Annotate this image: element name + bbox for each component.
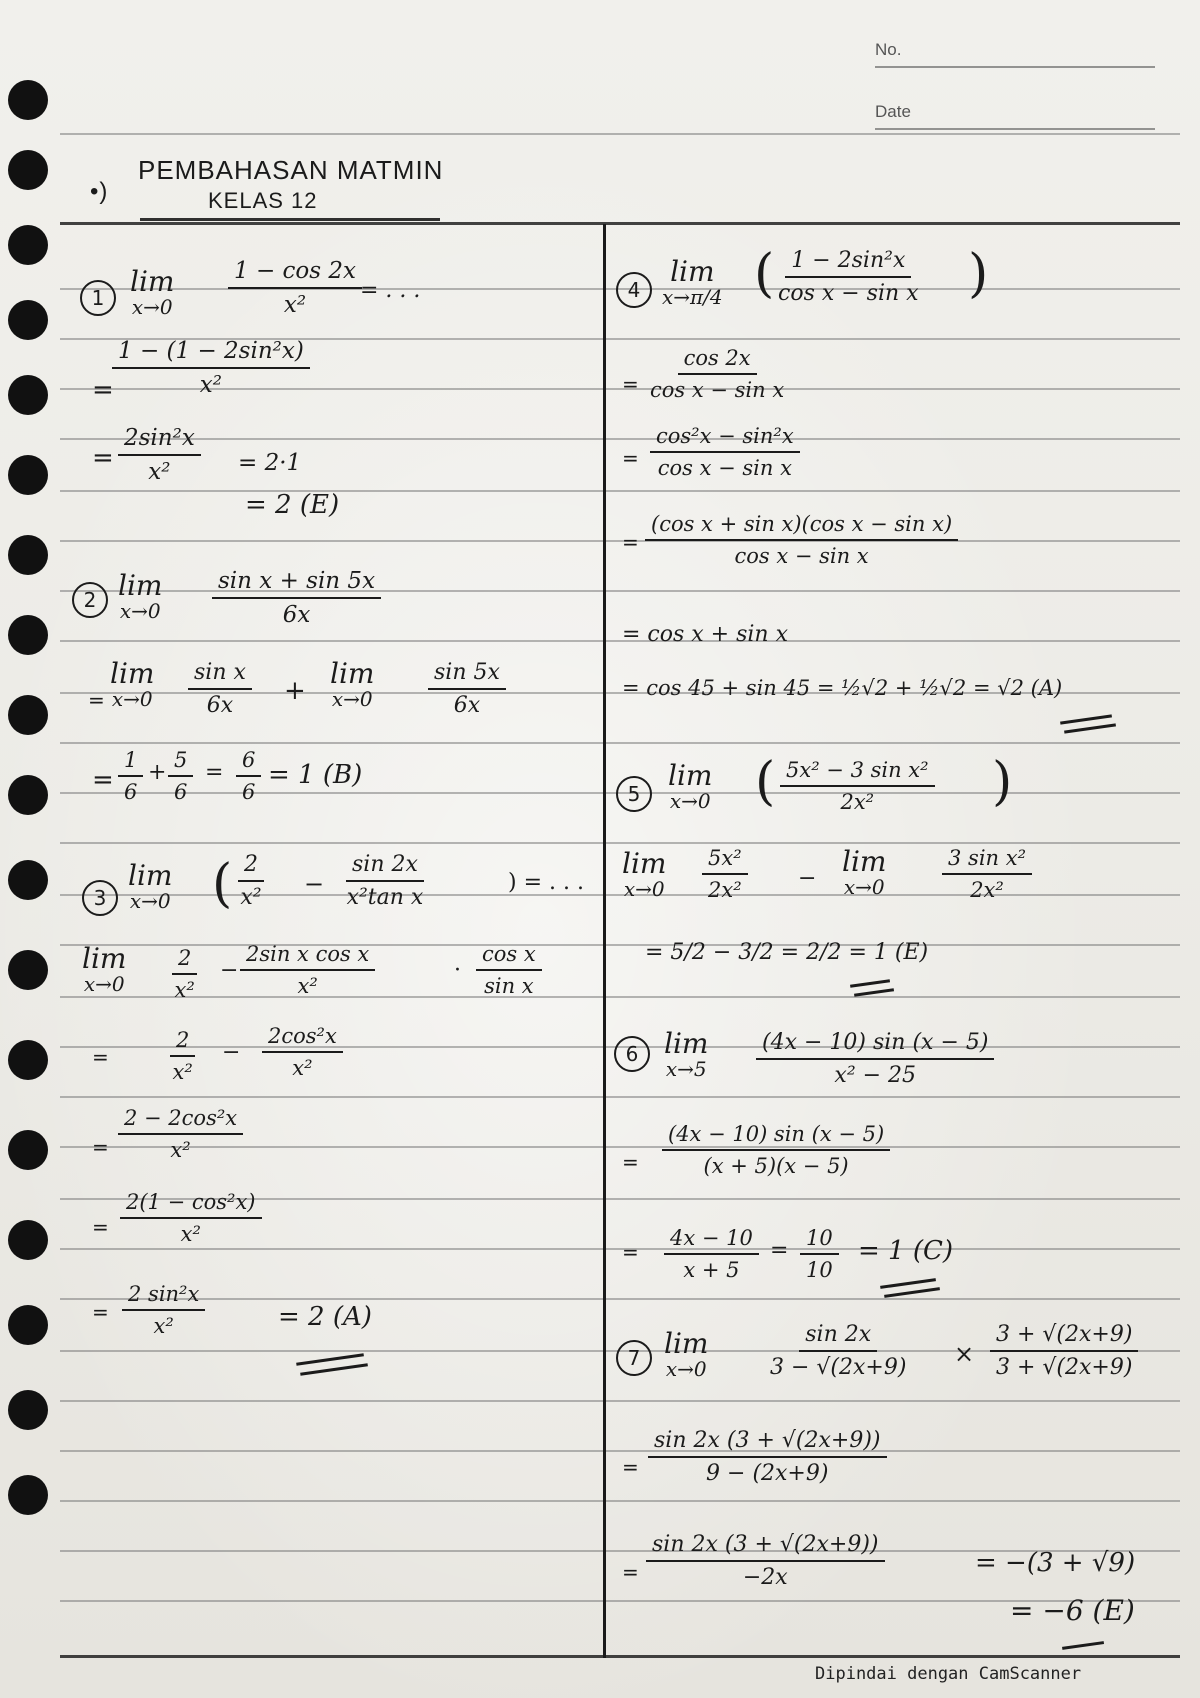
problem-1-step-2-value: = 2·1: [238, 450, 302, 476]
binder-holes: [0, 0, 60, 1698]
fraction: $\frac{\text{2sin x cos x}}{\text{x²}}$: [240, 942, 375, 998]
problem-number: 4: [616, 272, 652, 308]
plus-sign: +: [284, 676, 306, 706]
problem-number: 6: [614, 1036, 650, 1072]
problem-6-fraction: $\frac{(4x - 10) \sin (x - 5)}{\text{x² − 25}}$: [756, 1030, 994, 1088]
problem-1-step-2: $\frac{\text{2sin²x}}{\text{x²}}$: [118, 425, 201, 485]
problem-2-term-b: $\frac{\sin 5x}{6x}$: [428, 660, 506, 718]
limit-operator: lim x→0: [664, 1327, 709, 1381]
fraction: $\frac{6}{6}$: [236, 748, 261, 804]
fraction: $\frac{1}{6}$: [118, 748, 143, 804]
fraction: $\frac{10}{10}$: [800, 1226, 839, 1282]
limit-operator: lim x→0: [130, 265, 175, 319]
problem-2-term-a: $\frac{\text{sin x}}{6x}$: [188, 660, 252, 718]
notebook-page: No. Date •) PEMBAHASAN MATMIN KELAS 12 1 lim x→0 $\frac{1 - \cos 2x}{\text{x²}}$ = . . . = $\frac{\text{1 − (1 − 2sin²x)}}{\text{x²}}$ = $\frac{\text{2sin²x}}{\text{x²}}$ = 2·1 = 2 (E) 2 lim x→0 $\frac{\text{sin x + sin 5x}}{6x}$ = lim x→0 $\frac{\text{sin x}}{6x}$ + lim x→0 $\frac{\sin 5x}{6x}$ = $\frac{1}{6}$ + $\frac{5}{6}$ = $\frac{6}{6}$ = 1 (B) 3 lim x→0 ( $\frac{2}{\text{x²}}$ − $\frac{\sin 2x}{\text{x²tan x}}$ ) = . . . lim x→0 $\frac{2}{\text{x²}}$ − $\frac{\text{2sin x cos x}}{\text{x²}}$ · $\frac{\text{cos x}}{\text{sin x}}$ = $\frac{2}{\text{x²}}$ − $\frac{\text{2cos²x}}{\text{x²}}$ = $\frac{\text{2 − 2cos²x}}{\text{x²}}$ = $\frac{\text{2(1 − cos²x)}}{\text{x²}}$ = $\frac{\text{2 sin²x}}{\text{x²}}$ = 2 (A) 4 lim x→π/4 ( $\frac{\text{1 − 2sin²x}}{\text{cos x − sin x}}$ ) = $\frac{\cos 2x}{\text{cos x − sin x}}$ = $\frac{\text{cos²x − sin²x}}{\text{cos x − sin x}}$ = $\frac{\text{(cos x + sin x)(cos x − sin x)}}{\text{cos x − sin x}}$ = cos x + sin x = cos 45 + sin 45 = ½√2 + ½√2 = √2 (A) 5 lim x→0 ( $\frac{\text{5x² − 3 sin x²}}{\text{2x²}}$ ) lim x→0 $\frac{\text{5x²}}{\text{2x²}}$ − lim x→0 $\frac{\text{3 sin x²}}{\text{2x²}}$ = 5/2 − 3/2 = 2/2 = 1 (E) 6 lim x→5 $\frac{(4x - 10) \sin (x - 5)}{\text{x² − 25}}$ = $\frac{(4x - 10) \sin (x - 5)}{(x + 5)(x - 5)}$ = $\frac{4x - 10}{x + 5}$ = $\frac{10}{10}$ = 1 (C) 7 lim x→0 $\frac{\sin 2x}{3 - √(2x+9)}$ × $\frac{3 + √(2x+9)}{3 + √(2x+9)}$ = $\frac{\sin 2x (3 + √(2x+9))}{9 - (2x+9)}$ = $\frac{\sin 2x (3 + √(2x+9))}{-2x}$ = −(3 + √9) = −6 (E) Dipindai dengan CamScanner: [0, 0, 1200, 1698]
problem-3-term-a: $\frac{2}{\text{x²}}$: [238, 852, 264, 910]
fraction: $\frac{\sin 2x (3 + √(2x+9))}{9 - (2x+9)}$: [648, 1428, 887, 1486]
fraction: $\frac{\text{5x²}}{\text{2x²}}$: [702, 846, 748, 902]
problem-5-answer: = 5/2 − 3/2 = 2/2 = 1 (E): [645, 940, 929, 965]
binder-hole: [8, 1220, 48, 1260]
fraction: $\frac{2}{\text{x²}}$: [170, 1028, 195, 1084]
scanner-watermark: Dipindai dengan CamScanner: [815, 1664, 1082, 1684]
fraction: $\frac{2}{\text{x²}}$: [172, 946, 197, 1002]
limit-operator: lim x→0: [128, 859, 173, 913]
fraction: $\frac{(4x - 10) \sin (x - 5)}{(x + 5)(x - 5)}$: [662, 1122, 890, 1178]
problem-7-step: = −(3 + √9): [975, 1548, 1136, 1578]
fraction: $\frac{\text{cos x}}{\text{sin x}}$: [476, 942, 542, 998]
problem-3-answer: = 2 (A): [278, 1302, 372, 1332]
problem-1-step-1: $\frac{\text{1 − (1 − 2sin²x)}}{\text{x²}}$: [112, 338, 310, 398]
problem-number: 1: [80, 280, 116, 316]
limit-operator: lim x→0: [110, 657, 155, 711]
problem-2-fraction: $\frac{\text{sin x + sin 5x}}{6x}$: [212, 568, 381, 628]
column-divider: [603, 224, 606, 1658]
binder-hole: [8, 535, 48, 575]
binder-hole: [8, 150, 48, 190]
limit-operator: lim x→0: [330, 657, 375, 711]
limit-operator: lim x→0: [118, 569, 163, 623]
fraction: $\frac{\text{2(1 − cos²x)}}{\text{x²}}$: [120, 1190, 262, 1246]
limit-operator: lim x→0: [842, 845, 887, 899]
fraction: $\frac{\text{cos²x − sin²x}}{\text{cos x − sin x}}$: [650, 424, 800, 480]
problem-5-fraction: $\frac{\text{5x² − 3 sin x²}}{\text{2x²}}$: [780, 758, 935, 814]
binder-hole: [8, 695, 48, 735]
problem-4-fraction: $\frac{\text{1 − 2sin²x}}{\text{cos x − sin x}}$: [778, 248, 919, 306]
page-subtitle: KELAS 12: [208, 188, 318, 213]
binder-hole: [8, 300, 48, 340]
fraction: $\frac{\text{2 − 2cos²x}}{\text{x²}}$: [118, 1106, 243, 1162]
limit-operator: lim x→0: [622, 847, 667, 901]
problem-number: 7: [616, 1340, 652, 1376]
problem-number: 2: [72, 582, 108, 618]
ellipsis: = . . .: [360, 278, 421, 303]
binder-hole: [8, 1475, 48, 1515]
binder-hole: [8, 860, 48, 900]
problem-3-term-b: $\frac{\sin 2x}{\text{x²tan x}}$: [346, 852, 424, 910]
fraction: $\frac{4x - 10}{x + 5}$: [664, 1226, 759, 1282]
binder-hole: [8, 1040, 48, 1080]
problem-6-answer: = 1 (C): [858, 1236, 954, 1266]
problem-1-answer: = 2 (E): [245, 490, 340, 520]
fraction: $\frac{\sin 2x (3 + √(2x+9))}{-2x}$: [646, 1532, 885, 1590]
problem-7-answer: = −6 (E): [1010, 1594, 1135, 1627]
problem-4-step-4: = cos x + sin x: [622, 622, 788, 647]
limit-operator: lim x→0: [668, 759, 713, 813]
fraction: $\frac{\text{(cos x + sin x)(cos x − sin x)}}{\text{cos x − sin x}}$: [645, 512, 958, 568]
problem-4-answer: = cos 45 + sin 45 = ½√2 + ½√2 = √2 (A): [622, 676, 1063, 700]
bullet: •): [90, 178, 109, 205]
fraction: $\frac{5}{6}$: [168, 748, 193, 804]
binder-hole: [8, 775, 48, 815]
problem-2-answer: = 1 (B): [268, 760, 363, 790]
limit-operator: lim x→0: [82, 942, 127, 996]
fraction: $\frac{\cos 2x}{\text{cos x − sin x}}$: [650, 346, 785, 402]
binder-hole: [8, 1305, 48, 1345]
binder-hole: [8, 615, 48, 655]
binder-hole: [8, 225, 48, 265]
binder-hole: [8, 80, 48, 120]
binder-hole: [8, 455, 48, 495]
no-label: No.: [875, 40, 902, 59]
problem-number: 5: [616, 776, 652, 812]
problem-number: 3: [82, 880, 118, 916]
problem-7-term-b: $\frac{3 + √(2x+9)}{3 + √(2x+9)}$: [990, 1322, 1138, 1380]
fraction: $\frac{\text{3 sin x²}}{\text{2x²}}$: [942, 846, 1032, 902]
problem-7-term-a: $\frac{\sin 2x}{3 - √(2x+9)}$: [770, 1322, 907, 1380]
binder-hole: [8, 1390, 48, 1430]
title-underline: [140, 218, 440, 221]
fraction: $\frac{\text{2 sin²x}}{\text{x²}}$: [122, 1282, 205, 1338]
binder-hole: [8, 375, 48, 415]
date-label: Date: [875, 102, 911, 121]
binder-hole: [8, 950, 48, 990]
limit-operator: lim x→π/4: [662, 255, 723, 309]
page-title: PEMBAHASAN MATMIN: [138, 155, 444, 185]
problem-1-fraction: $\frac{1 - \cos 2x}{\text{x²}}$: [228, 258, 362, 318]
limit-operator: lim x→5: [664, 1027, 709, 1081]
fraction: $\frac{\text{2cos²x}}{\text{x²}}$: [262, 1024, 343, 1080]
ellipsis: ) = . . .: [508, 870, 584, 895]
binder-hole: [8, 1130, 48, 1170]
